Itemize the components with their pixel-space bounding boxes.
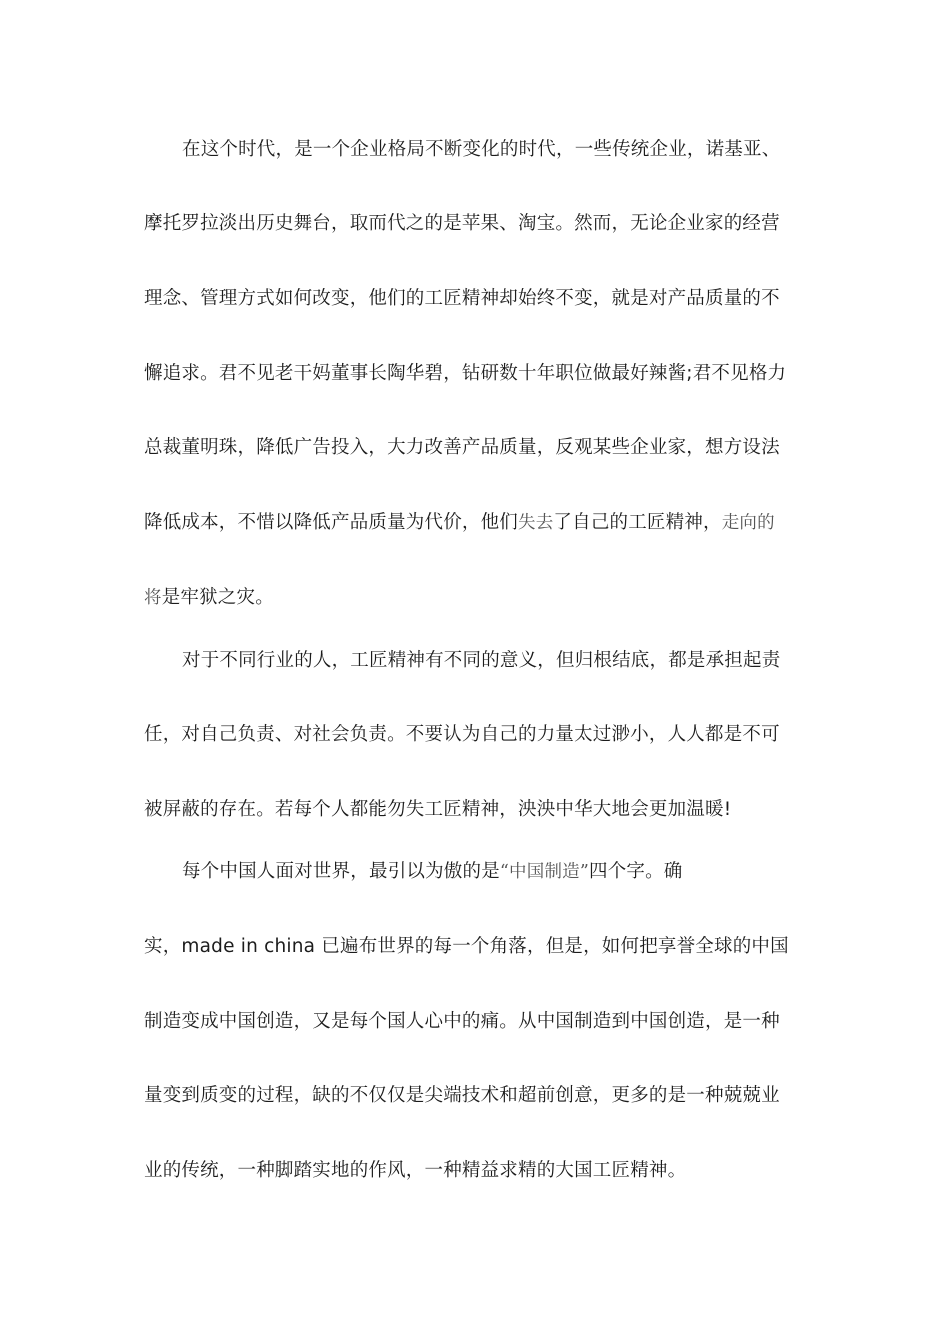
text-run-serif: 将 — [144, 588, 162, 608]
text-run: 懈追求。君不见老干妈董事长陶华碧，钻研数十年职位做最好辣酱;君不见格力 — [144, 363, 787, 384]
text-run: 制造变成中国创造，又是每个国人心中的痛。从中国制造到中国创造，是一种 — [144, 1011, 780, 1032]
paragraph-1-line-5 — [144, 436, 814, 460]
text-run: 降低成本，不惜以降低产品质量为代价，他们 — [144, 512, 519, 533]
text-run-serif: 走向的 — [721, 513, 775, 533]
text-run-serif: 失去 — [518, 513, 554, 533]
text-run: 每个中国人面对世界，最引以为傲的是 — [182, 861, 500, 882]
text-run: 对于不同行业的人，工匠精神有不同的意义，但归根结底，都是承担起责 — [182, 650, 781, 671]
paragraph-2-line-1 — [182, 649, 852, 673]
paragraph-2-line-2 — [144, 723, 814, 747]
paragraph-1-line-2 — [144, 212, 814, 236]
text-run: 了自己的工匠精神， — [553, 512, 722, 533]
text-run: 任，对自己负责、对社会负责。不要认为自己的力量太过渺小，人人都是不可 — [144, 724, 780, 745]
paragraph-1-line-1 — [182, 138, 852, 162]
paragraph-3-line-2 — [144, 935, 814, 959]
paragraph-1-line-7 — [144, 586, 814, 610]
paragraph-1-line-6 — [144, 511, 814, 535]
text-run: 被屏蔽的存在。若每个人都能勿失工匠精神，泱泱中华大地会更加温暖! — [144, 799, 732, 820]
text-run: 在这个时代，是一个企业格局不断变化的时代，一些传统企业，诺基亚、 — [182, 139, 781, 160]
text-run: 理念、管理方式如何改变，他们的工匠精神却始终不变，就是对产品质量的不 — [144, 288, 780, 309]
text-run: 量变到质变的过程，缺的不仅仅是尖端技术和超前创意，更多的是一种兢兢业 — [144, 1085, 780, 1106]
paragraph-3-line-4 — [144, 1084, 814, 1108]
text-run: 业的传统，一种脚踏实地的作风，一种精益求精的大国工匠精神。 — [144, 1160, 687, 1181]
text-run: 总裁董明珠，降低广告投入，大力改善产品质量，反观某些企业家，想方设法 — [144, 437, 780, 458]
paragraph-3-line-3 — [144, 1010, 814, 1034]
text-run: 四个字。确 — [589, 861, 683, 882]
paragraph-1-line-3 — [144, 287, 814, 311]
text-run: 是牢狱之灾。 — [161, 587, 274, 608]
paragraph-3-line-5 — [144, 1159, 814, 1183]
paragraph-2-line-3 — [144, 798, 814, 822]
text-run-serif: “中国制造” — [499, 862, 589, 882]
paragraph-3-line-1 — [182, 860, 852, 884]
text-run: 实，made in china 已遍布世界的每一个角落，但是，如何把享誉全球的中国 — [144, 936, 789, 957]
text-run: 摩托罗拉淡出历史舞台，取而代之的是苹果、淘宝。然而，无论企业家的经营 — [144, 213, 780, 234]
paragraph-1-line-4 — [144, 362, 814, 386]
